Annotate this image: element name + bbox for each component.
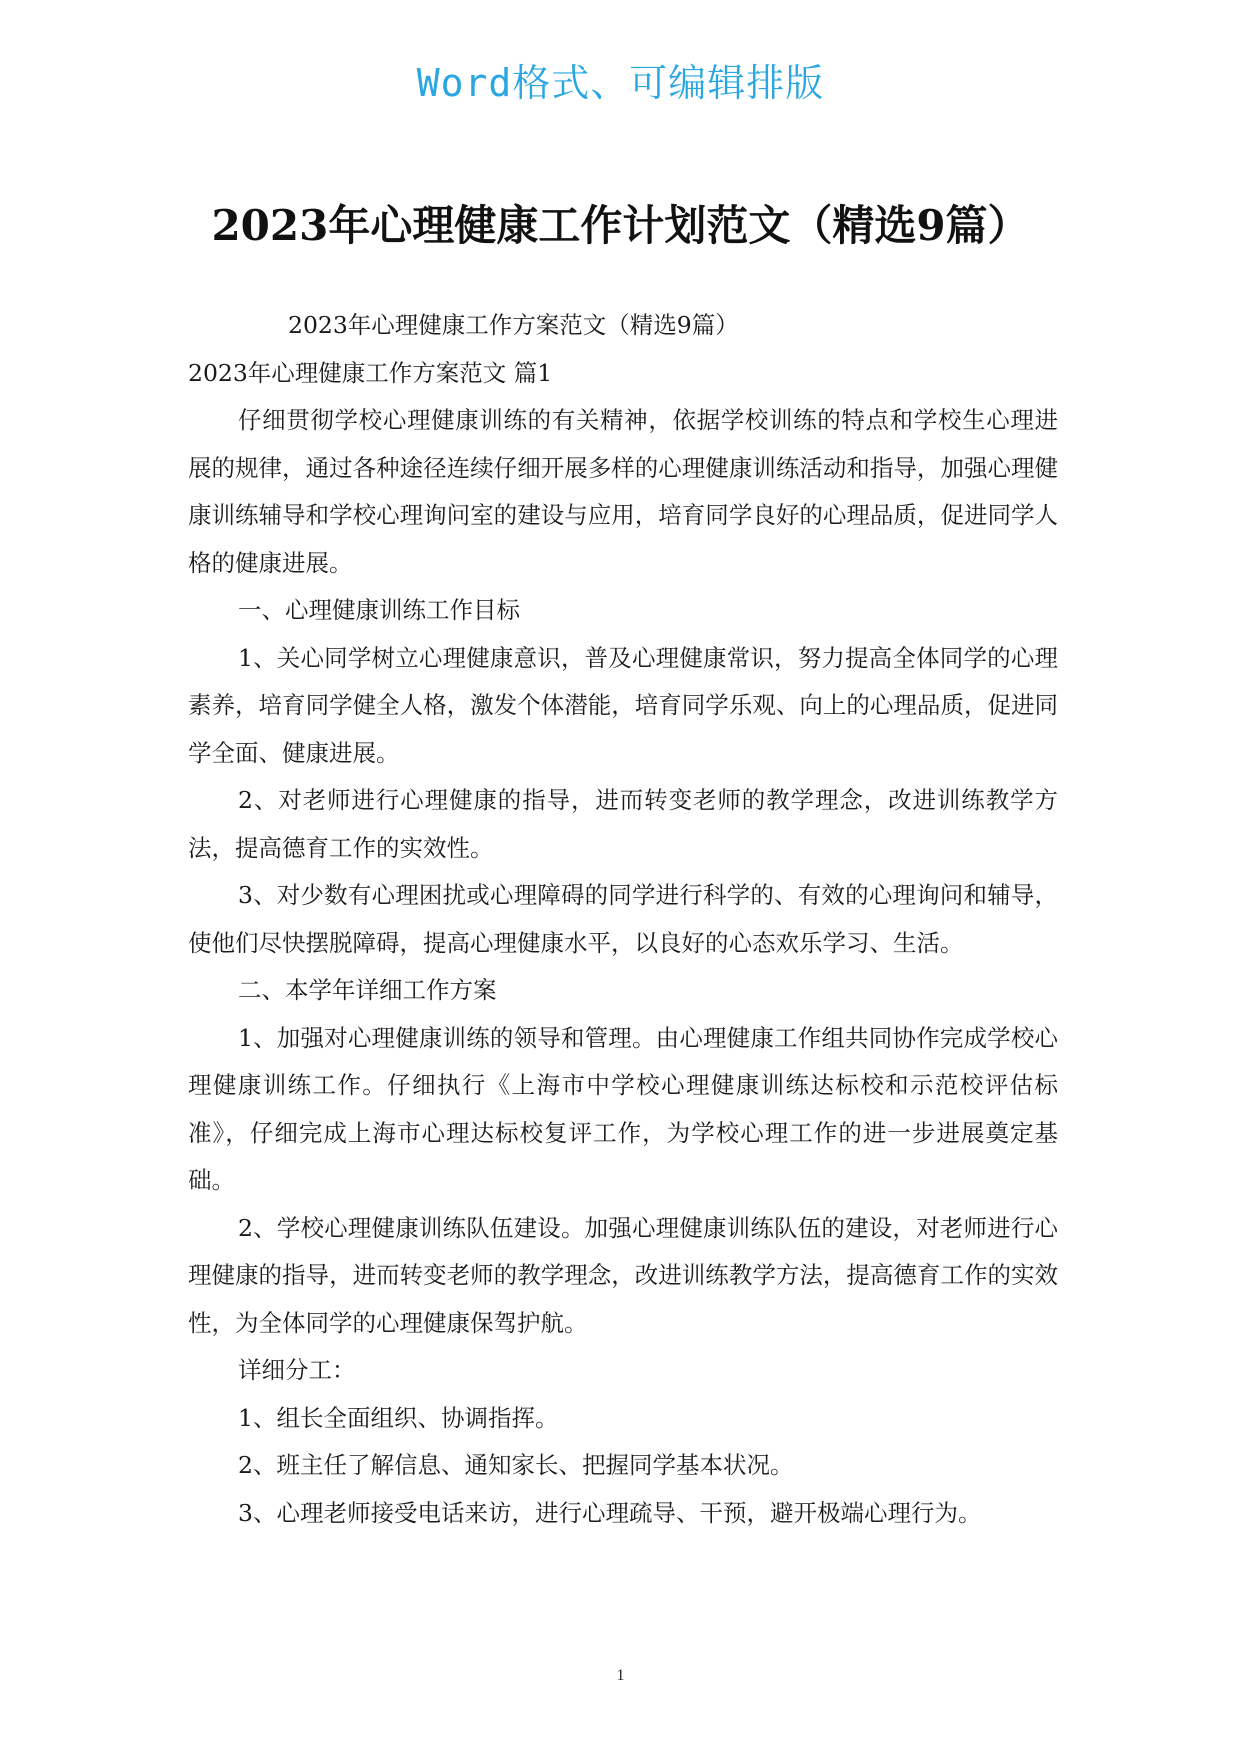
heading-goals: 一、心理健康训练工作目标 (238, 596, 520, 624)
paragraph-intro: 仔细贯彻学校心理健康训练的有关精神，依据学校训练的特点和学校生心理进展的规律，通过各种途径连续仔细开展多样的心理健康训练活动和指导，加强心理健康训练辅导和学校心理询问室的建设与应用，培育同学良好的心理品质，促进同学人格的健康进展。 (188, 406, 1058, 577)
paragraph-goal-2: 2、对老师进行心理健康的指导，进而转变老师的教学理念，改进训练教学方法，提高德育工作的实效性。 (188, 786, 1058, 862)
list-item-division-2: 2、班主任了解信息、通知家长、把握同学基本状况。 (238, 1451, 794, 1479)
banner-text: Word格式、可编辑排版 (416, 61, 825, 105)
paragraph-plan-1: 1、加强对心理健康训练的领导和管理。由心理健康工作组共同协作完成学校心理健康训练工作。仔细执行《上海市中学校心理健康训练达标校和示范校评估标准》，仔细完成上海市心理达标校复评工作，为学校心理工作的进一步进展奠定基础。 (188, 1023, 1058, 1194)
paragraph-goal-1: 1、关心同学树立心理健康意识，普及心理健康常识，努力提高全体同学的心理素养，培育同学健全人格，激发个体潜能，培育同学乐观、向上的心理品质，促进同学全面、健康进展。 (188, 643, 1058, 767)
document-subtitle: 2023年心理健康工作方案范文（精选9篇） (288, 311, 739, 339)
heading-division: 详细分工： (238, 1356, 356, 1384)
list-item-division-3: 3、心理老师接受电话来访，进行心理疏导、干预，避开极端心理行为。 (238, 1498, 982, 1527)
page-number: 1 (616, 1667, 625, 1684)
paragraph-plan-2: 2、学校心理健康训练队伍建设。加强心理健康训练队伍的建设，对老师进行心理健康的指导，进而转变老师的教学理念，改进训练教学方法，提高德育工作的实效性，为全体同学的心理健康保驾护航。 (188, 1213, 1058, 1337)
document-body (188, 302, 1058, 1537)
paragraph-goal-3: 3、对少数有心理困扰或心理障碍的同学进行科学的、有效的心理询问和辅导，使他们尽快摆脱障碍，提高心理健康水平，以良好的心态欢乐学习、生活。 (188, 881, 1058, 957)
list-item-division-1: 1、组长全面组织、协调指挥。 (238, 1403, 559, 1432)
document-title: 2023年心理健康工作计划范文（精选9篇） (211, 201, 1030, 250)
heading-plan: 二、本学年详细工作方案 (238, 976, 497, 1004)
section-heading: 2023年心理健康工作方案范文 篇1 (188, 358, 553, 387)
